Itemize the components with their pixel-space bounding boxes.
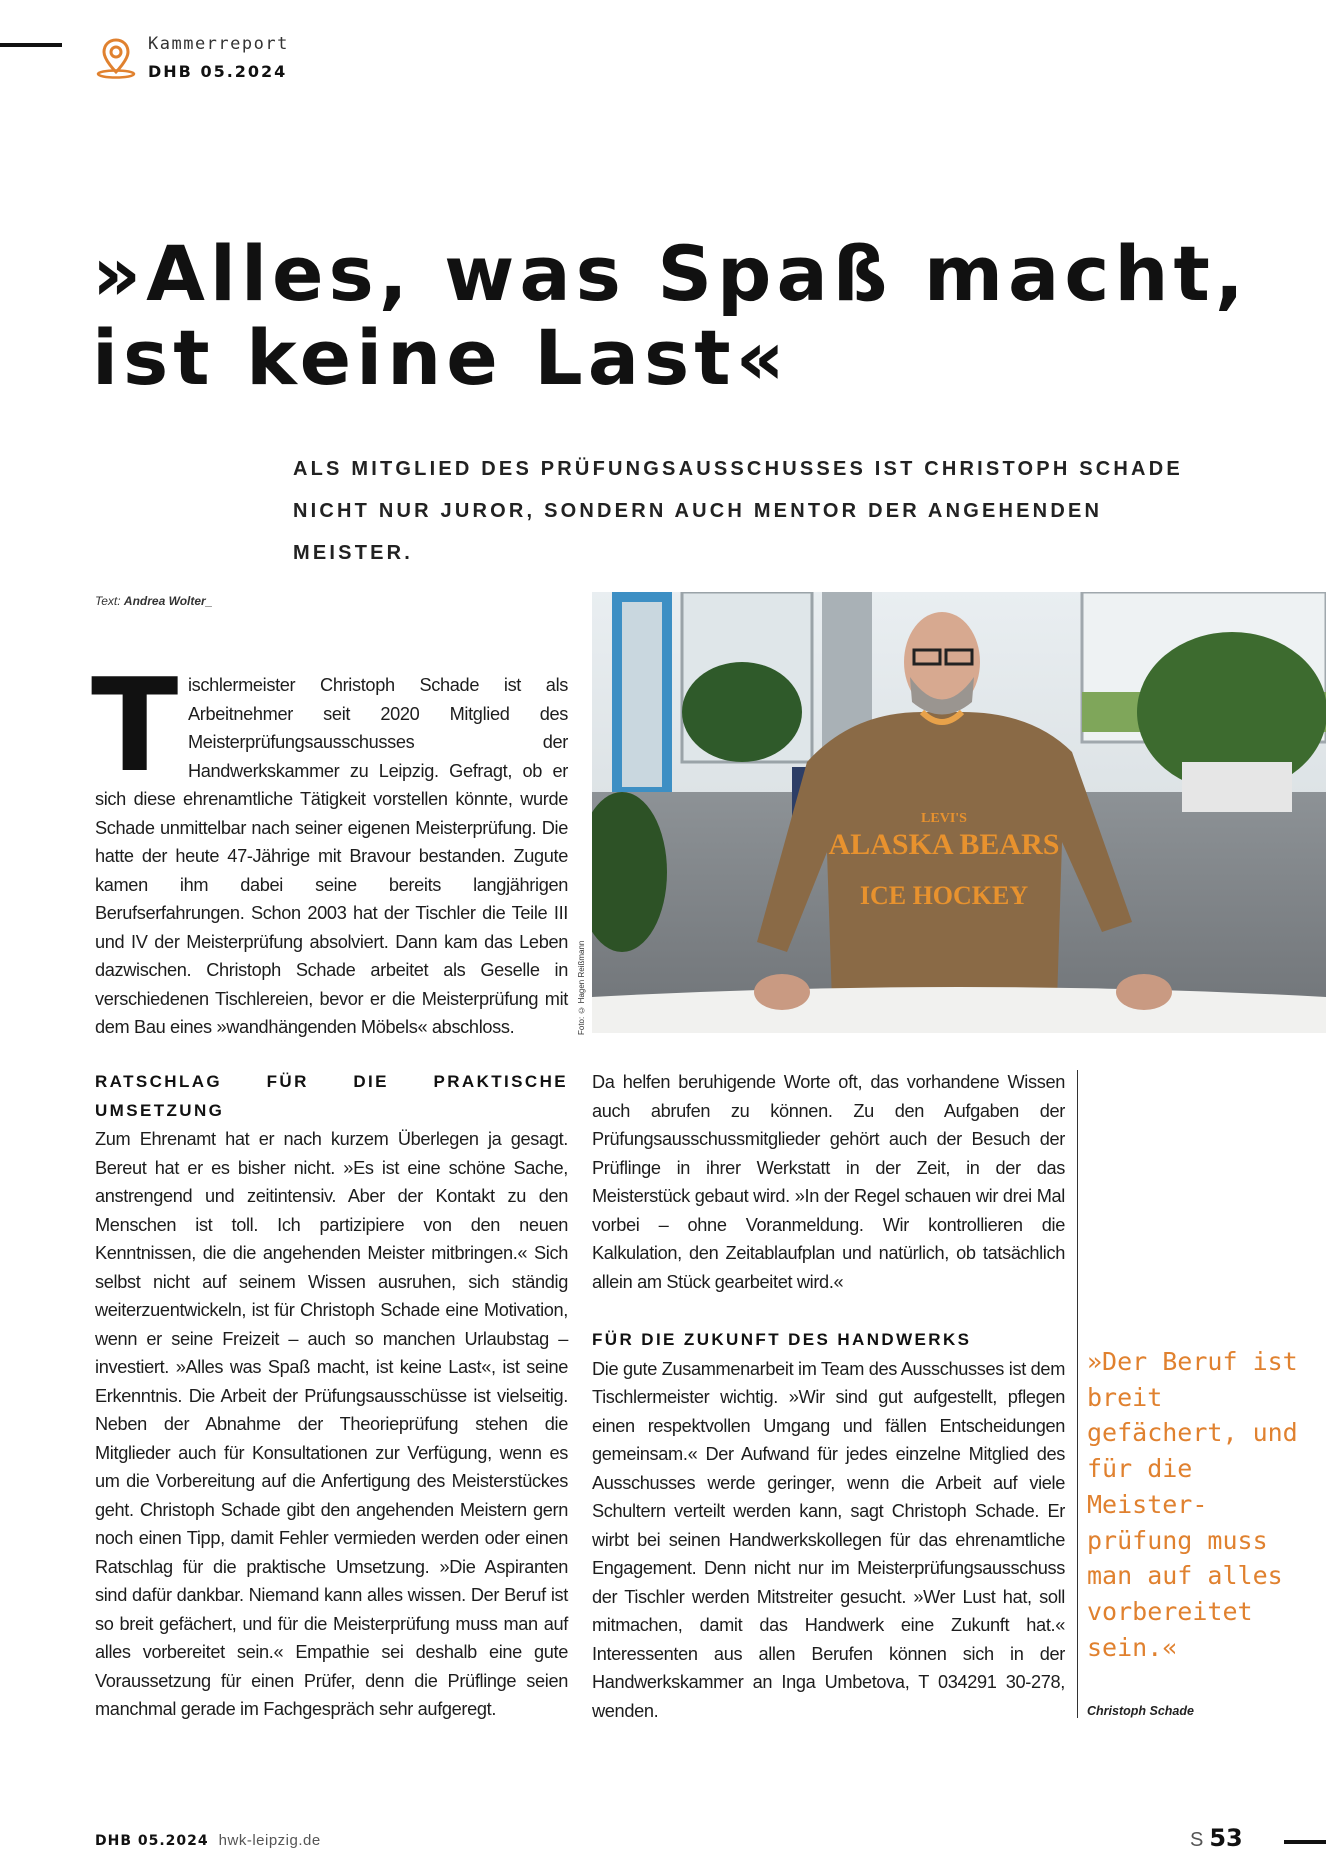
drop-cap: T [91,652,178,801]
byline-prefix: Text: [95,594,121,608]
page-prefix: S [1190,1829,1204,1851]
byline [95,594,212,608]
shirt-print: LEVI'S [921,811,967,826]
byline-author: Andrea Wolter_ [123,594,213,608]
title-line: ist keine Last« [92,313,790,402]
subtitle-line: NICHT NUR JUROR, SONDERN AUCH MENTOR DER ANGEHENDEN MEISTER. [293,500,1103,564]
section-heading: RATSCHLAG FÜR DIE PRAKTISCHE UMSETZUNG [95,1072,568,1120]
section-text: Zum Ehrenamt hat er nach kurzem Überlegen ja gesagt. Bereut hat er es bisher nicht. »Es ist eine schöne Sache, anstrengend und zeitintensiv. Aber der Kontakt zu den Menschen ist toll. Ich partizipiere von den neuen Kenntnissen, die die angehenden Meister mitbringen.« Sich selbst nicht auf seinem Wissen ausruhen, sich ständig weiterzuentwickeln, ist für Christoph Schade eine Motivation, wenn er seine Freizeit – auch so manchen Urlaubstag – investiert. »Alles was Spaß macht, ist keine Last«, ist seine Erkenntnis. Die Arbeit der Prüfungsausschüsse ist vielseitig. Neben der Abnahme der Theorieprüfung stehen die Mitglieder auch für Konsultationen zur Verfügung, wenn es um die Vorbereitung auf die Anfertigung des Meisterstückes geht. Christoph Schade gibt den angehenden Meistern gern noch einen Tipp, damit Fehler vermieden werden oder einen Ratschlag für die praktische Umsetzung. »Die Aspiranten sind dafür dankbar. Niemand kann alles wissen. Der Beruf ist so breit gefächert, und für die Meisterprüfung muss man auf alles vorbereitet sein.« Empathie sei deshalb eine gute Voraussetzung für einen Prüfer, denn die Prüflinge seien manchmal gerade im Fachgespräch sehr aufgeregt. [95,1129,568,1719]
photo-illustration [592,592,1326,1033]
subtitle-line: ALS MITGLIED DES PRÜFUNGSAUSSCHUSSES IST CHRISTOPH SCHADE [293,458,1183,480]
quote-attribution: Christoph Schade [1087,1704,1194,1718]
footer-issue [95,1832,321,1849]
subtitle [293,448,1193,574]
section-zukunft [592,1326,1065,1725]
page-number-value: 53 [1209,1824,1243,1852]
footer-url[interactable]: hwk-leipzig.de [218,1832,321,1849]
header-rule [0,43,62,47]
page-number [1190,1824,1243,1852]
footer-issue-label: DHB 05.2024 [95,1833,209,1849]
title-line: »Alles, was Spaß macht, [92,229,1249,318]
section-label: Kammerreport [148,34,289,54]
photo-credit: Foto: © Hagen Reißmann [577,940,586,1035]
intro-text: ischlermeister Christoph Schade ist als Arbeitnehmer seit 2020 Mitglied des Meisterprüfungsausschusses der Handwerkskammer zu Leipzig. Gefragt, ob er sich diese ehrenamtliche Tätigkeit vorstellen könnte, wurde Schade unmittelbar nach seiner eigenen Meisterprüfung. Die hatte der heute 47-Jährige mit Bravour bestanden. Zugute kamen ihm dabei seine bereits langjährigen Berufserfahrungen. Schon 2003 hat der Tischler die Teile III und IV der Meisterprüfung absolviert. Dann kam das Leben dazwischen. Christoph Schade arbeitet als Geselle in verschiedenen Tischlereien, bevor er die Meisterprüfung mit dem Bau eines »wandhängenden Möbels« abschloss. [95,675,568,1037]
footer-rule [1284,1840,1326,1844]
shirt-print: ALASKA BEARS [828,828,1060,861]
section-ratschlag [95,1068,568,1724]
page-title [92,229,1312,402]
portrait-photo [592,592,1326,1033]
issue-label: DHB 05.2024 [148,62,288,81]
section-text: Die gute Zusammenarbeit im Team des Ausschusses ist dem Tischlermeister wichtig. »Wir sind gut aufgestellt, pflegen einen respektvollen Umgang und fällen Entscheidungen gemeinsam.« Der Aufwand für jedes einzelne Mitglied des Ausschusses werde geringer, wenn die Arbeit auf viele Schultern verteilt werden kann, sagt Christoph Schade. Er wirbt bei seinen Handwerkskollegen für das ehrenamtliche Engagement. Denn nicht nur im Meisterprüfungsausschuss der Tischler werden Mitstreiter gesucht. »Wer Lust hat, soll mitmachen, damit das Handwerk eine Zukunft hat.« Interessenten aus allen Berufen können sich in der Handwerkskammer an Inga Umbetova, T 034291 30-278, wenden. [592,1358,1065,1721]
section-heading: FÜR DIE ZUKUNFT DES HANDWERKS [592,1330,972,1349]
column-divider [1077,1070,1078,1718]
pull-quote: »Der Beruf ist breit gefächert, und für die Meister-prüfung muss man auf alles vorbereitet sein.« [1087,1347,1298,1662]
column2-paragraph: Da helfen beruhigende Worte oft, das vorhandene Wissen auch abrufen zu können. Zu den Aufgaben der Prüfungsausschussmitglieder gehört auch der Besuch der Prüflinge in ihrer Werkstatt in der Zeit, in der das Meisterstück gebaut wird. »In der Regel schauen wir drei Mal vorbei – ohne Voranmeldung. Wir kontrollieren die Kalkulation, den Zeitablaufplan und natürlich, ob tatsächlich allein am Stück gearbeitet wird.« [592,1072,1065,1292]
shirt-print: ICE HOCKEY [859,881,1029,910]
location-pin-icon [96,36,136,80]
intro-paragraph [91,652,568,1042]
